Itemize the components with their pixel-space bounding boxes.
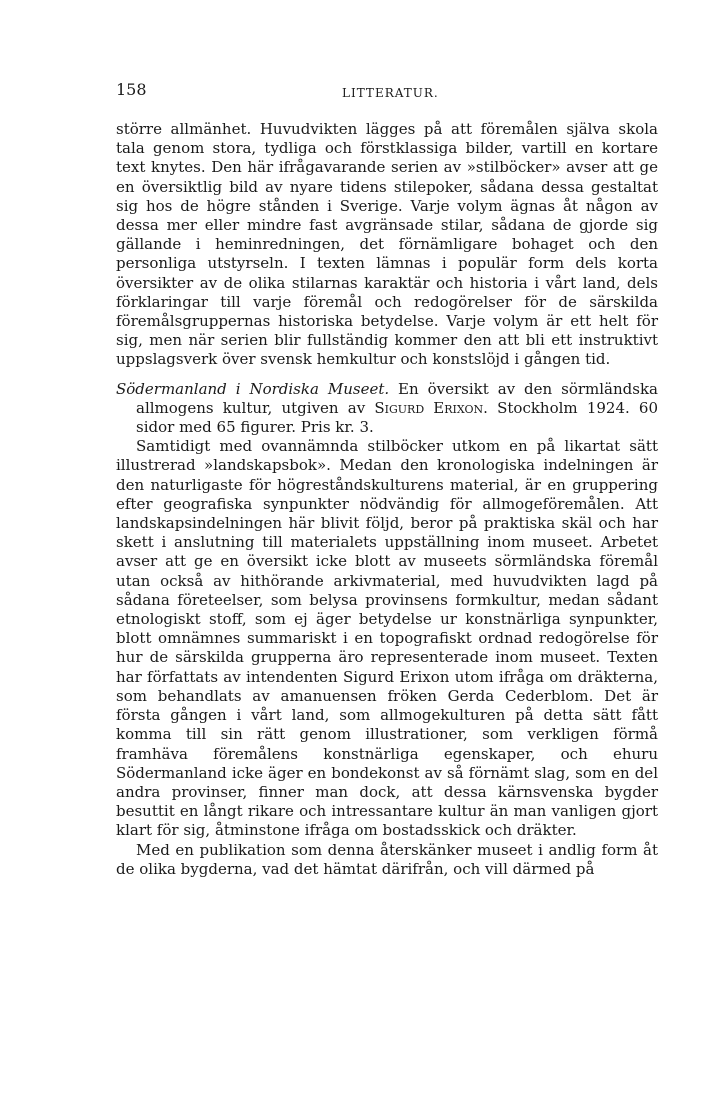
- body-text: [116, 120, 658, 879]
- paragraph-intro: större allmänhet. Huvudvikten lägges på att föremålen själva skola tala genom stora, tydliga och förstklassiga bilder, vartill en kortare text knytes. Den här ifrågavarande serien av »stilböcker» avser att ge en översiktlig bild av nyare tidens stilepoker, sådana dessa gestaltat sig hos de högre stånden i Sverige. Varje volym ägnas åt någon av dessa mer eller mindre fast avgränsade stilar, sådana de gjorde sig gällande i heminredningen, det förnämligare bohaget och den personliga utstyrseln. I texten lämnas i populär form dels korta översikter av de olika stilarnas karaktär och historia i vårt land, dels förklaringar till varje föremål och redogörelser för de särskilda föremålsgruppernas historiska betydelse. Varje volym är ett helt för sig, men när serien blir fullständig kommer den att bli ett instruktivt uppslagsverk över svensk hemkultur och konstslöjd i gången tid.: [116, 120, 658, 369]
- review-description-1: En översikt av den sörmländska allmogens kultur, utgiven av: [136, 379, 658, 417]
- paragraph-review-body: Samtidigt med ovannämnda stilböcker utkom en på likartat sätt illustrerad »landskapsbok». Medan den kronologiska indelningen är den naturligaste för högreståndskulturens material, är en gruppering efter geografiska synpunkter nödvändig för allmogeföremålen. Att landskapsindelningen här blivit följd, beror på praktiska skäl och har skett i anslutning till materialets uppställning inom museet. Arbetet avser att ge en översikt icke blott av museets sörmländska föremål utan också av hithörande arkivmaterial, med huvudvikten lagd på sådana företeelser, som belysa provinsens formkultur, medan sådant etnologiskt stoff, som ej äger betydelse ur konstnärliga synpunkter, blott omnämnes summariskt i en topografiskt ordnad redogörelse för hur de särskilda grupperna äro representerade inom museet. Texten har författats av intendenten Sigurd Erixon utom ifråga om dräkterna, som behandlats av amanuensen fröken Gerda Cederblom. Det är första gången i vårt land, som allmogekulturen på detta sätt fått komma till sin rätt genom illustrationer, som verkligen förmå framhäva föremålens konstnärliga egenskaper, och ehuru Södermanland icke äger en bondekonst av så förnämt slag, som en del andra provinser, finner man dock, att dessa kärnsvenska bygder besuttit en långt rikare och intressantare kultur än man vanligen gjort klart för sig, åtminstone ifråga om bostadsskick och dräkter.: [116, 437, 658, 840]
- review-description-2: . Stockholm 1924. 60 sidor med 65 figurer. Pris kr. 3.: [136, 398, 659, 437]
- review-title: Södermanland i Nordiska Museet.: [116, 379, 390, 398]
- review-author: Sigurd Erixon: [374, 398, 484, 417]
- paragraph-closing: Med en publikation som denna återskänker museet i andlig form åt de olika bygderna, vad det hämtat därifrån, och vill därmed på: [116, 840, 658, 878]
- page-number: 158: [116, 80, 147, 99]
- page-header: [116, 80, 660, 104]
- running-title: LITTERATUR.: [342, 86, 439, 100]
- review-entry: [116, 380, 658, 438]
